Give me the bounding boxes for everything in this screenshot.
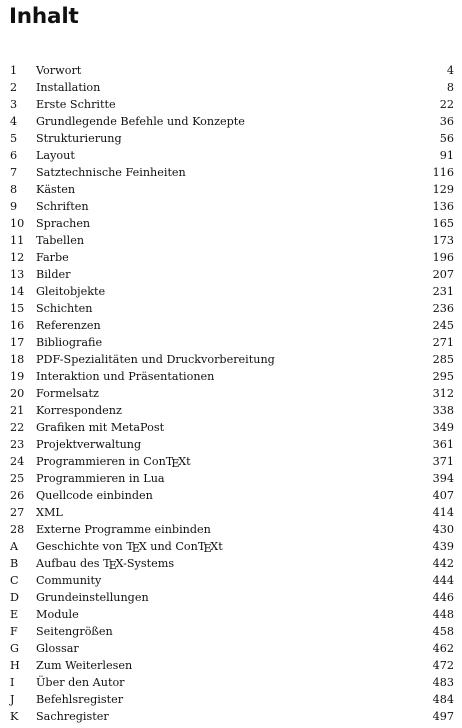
page-number: 36 bbox=[439, 115, 454, 128]
page-number: 497 bbox=[432, 710, 454, 723]
page-number: 271 bbox=[432, 336, 454, 349]
chapter-title: Tabellen bbox=[36, 234, 85, 247]
chapter-title: Projektverwaltung bbox=[36, 438, 142, 451]
toc-entry[interactable] bbox=[0, 62, 462, 79]
page-number: 295 bbox=[432, 370, 454, 383]
chapter-title: Bibliografie bbox=[36, 336, 103, 349]
toc-entry[interactable] bbox=[0, 487, 462, 504]
chapter-title: Interaktion und Präsentationen bbox=[36, 370, 215, 383]
chapter-title: Sachregister bbox=[36, 710, 109, 723]
toc-entry[interactable] bbox=[0, 198, 462, 215]
chapter-title: Programmieren in ConTEXt bbox=[36, 455, 191, 471]
page-number: 338 bbox=[432, 404, 454, 417]
chapter-number: 17 bbox=[10, 336, 25, 349]
chapter-title: XML bbox=[36, 506, 63, 519]
chapter-number: B bbox=[10, 557, 19, 570]
chapter-number: 22 bbox=[10, 421, 25, 434]
toc-entry[interactable] bbox=[0, 300, 462, 317]
page-number: 207 bbox=[432, 268, 454, 281]
page-number: 458 bbox=[432, 625, 454, 638]
page-number: 236 bbox=[432, 302, 454, 315]
page-number: 245 bbox=[432, 319, 454, 332]
chapter-title: Sprachen bbox=[36, 217, 91, 230]
page-number: 462 bbox=[432, 642, 454, 655]
page-number: 285 bbox=[432, 353, 454, 366]
chapter-title: Bilder bbox=[36, 268, 71, 281]
toc-entry[interactable] bbox=[0, 113, 462, 130]
chapter-number: K bbox=[10, 710, 19, 723]
page-number: 4 bbox=[446, 64, 454, 77]
toc-entry[interactable] bbox=[0, 266, 462, 283]
chapter-number: 5 bbox=[10, 132, 18, 145]
chapter-number: 15 bbox=[10, 302, 25, 315]
toc-entry[interactable] bbox=[0, 453, 462, 470]
chapter-number: 11 bbox=[10, 234, 25, 247]
chapter-number: 8 bbox=[10, 183, 18, 196]
chapter-number: 28 bbox=[10, 523, 25, 536]
toc-entry[interactable] bbox=[0, 708, 462, 725]
chapter-title: Über den Autor bbox=[36, 676, 125, 689]
toc-entry[interactable] bbox=[0, 691, 462, 708]
chapter-number: 6 bbox=[10, 149, 18, 162]
toc-entry[interactable] bbox=[0, 674, 462, 691]
chapter-title: Glossar bbox=[36, 642, 79, 655]
page-number: 448 bbox=[432, 608, 454, 621]
chapter-title: Geschichte von TEX und ConTEXt bbox=[36, 540, 223, 556]
page-number: 312 bbox=[432, 387, 454, 400]
chapter-title: Seitengrößen bbox=[36, 625, 113, 638]
toc-entry[interactable] bbox=[0, 657, 462, 674]
page-number: 231 bbox=[432, 285, 454, 298]
page-number: 472 bbox=[432, 659, 454, 672]
toc-entry[interactable] bbox=[0, 385, 462, 402]
chapter-number: 4 bbox=[10, 115, 18, 128]
toc-entry[interactable] bbox=[0, 606, 462, 623]
chapter-title: Gleitobjekte bbox=[36, 285, 106, 298]
chapter-number: 14 bbox=[10, 285, 25, 298]
chapter-number: 21 bbox=[10, 404, 25, 417]
chapter-title: Formelsatz bbox=[36, 387, 99, 400]
toc-entry[interactable] bbox=[0, 317, 462, 334]
chapter-number: E bbox=[10, 608, 19, 621]
chapter-title: Erste Schritte bbox=[36, 98, 116, 111]
toc-entry[interactable] bbox=[0, 436, 462, 453]
chapter-number: 2 bbox=[10, 81, 18, 94]
toc-entry[interactable] bbox=[0, 419, 462, 436]
chapter-title: Programmieren in Lua bbox=[36, 472, 165, 485]
chapter-number: C bbox=[10, 574, 19, 587]
chapter-number: I bbox=[10, 676, 15, 689]
chapter-number: 3 bbox=[10, 98, 18, 111]
toc-entry[interactable] bbox=[0, 623, 462, 640]
page-number: 439 bbox=[432, 540, 454, 553]
chapter-title: Befehlsregister bbox=[36, 693, 124, 706]
chapter-number: H bbox=[10, 659, 20, 672]
chapter-title: Vorwort bbox=[36, 64, 82, 77]
toc-entry[interactable] bbox=[0, 215, 462, 232]
toc-entry[interactable] bbox=[0, 334, 462, 351]
toc-entry[interactable] bbox=[0, 130, 462, 147]
chapter-title: PDF-Spezialitäten und Druckvorbereitung bbox=[36, 353, 275, 366]
page-number: 196 bbox=[432, 251, 454, 264]
page-number: 483 bbox=[432, 676, 454, 689]
chapter-number: 9 bbox=[10, 200, 18, 213]
chapter-title: Korrespondenz bbox=[36, 404, 122, 417]
chapter-number: 7 bbox=[10, 166, 18, 179]
chapter-number: 24 bbox=[10, 455, 25, 468]
chapter-number: F bbox=[10, 625, 18, 638]
chapter-title: Grundlegende Befehle und Konzepte bbox=[36, 115, 245, 128]
chapter-number: 19 bbox=[10, 370, 25, 383]
chapter-number: 18 bbox=[10, 353, 25, 366]
page-number: 361 bbox=[432, 438, 454, 451]
page-number: 56 bbox=[439, 132, 454, 145]
chapter-title: Grafiken mit MetaPost bbox=[36, 421, 165, 434]
chapter-number: 10 bbox=[10, 217, 25, 230]
chapter-title: Aufbau des TEX-Systems bbox=[36, 557, 175, 573]
chapter-number: D bbox=[10, 591, 19, 604]
toc-entry[interactable] bbox=[0, 589, 462, 606]
chapter-number: J bbox=[10, 693, 15, 706]
table-of-contents bbox=[0, 62, 462, 725]
chapter-number: 20 bbox=[10, 387, 25, 400]
toc-entry[interactable] bbox=[0, 79, 462, 96]
toc-entry[interactable] bbox=[0, 640, 462, 657]
chapter-number: G bbox=[10, 642, 19, 655]
chapter-title: Grundeinstellungen bbox=[36, 591, 149, 604]
page-number: 407 bbox=[432, 489, 454, 502]
chapter-title: Schriften bbox=[36, 200, 89, 213]
page-number: 22 bbox=[439, 98, 454, 111]
page-number: 116 bbox=[432, 166, 454, 179]
page-number: 430 bbox=[432, 523, 454, 536]
toc-entry[interactable] bbox=[0, 96, 462, 113]
chapter-number: 26 bbox=[10, 489, 25, 502]
toc-entry[interactable] bbox=[0, 402, 462, 419]
toc-entry[interactable] bbox=[0, 351, 462, 368]
toc-entry[interactable] bbox=[0, 368, 462, 385]
page-title: Inhalt bbox=[9, 4, 79, 29]
chapter-title: Quellcode einbinden bbox=[36, 489, 153, 502]
toc-entry[interactable] bbox=[0, 555, 462, 572]
toc-entry[interactable] bbox=[0, 147, 462, 164]
chapter-title: Kästen bbox=[36, 183, 76, 196]
chapter-title: Farbe bbox=[36, 251, 69, 264]
chapter-title: Installation bbox=[36, 81, 101, 94]
page-number: 446 bbox=[432, 591, 454, 604]
chapter-number: 13 bbox=[10, 268, 25, 281]
toc-entry[interactable] bbox=[0, 249, 462, 266]
page-number: 349 bbox=[432, 421, 454, 434]
page-number: 394 bbox=[432, 472, 454, 485]
toc-entry[interactable] bbox=[0, 504, 462, 521]
toc-entry[interactable] bbox=[0, 283, 462, 300]
page-number: 173 bbox=[432, 234, 454, 247]
toc-entry[interactable] bbox=[0, 164, 462, 181]
page-number: 371 bbox=[432, 455, 454, 468]
chapter-title: Layout bbox=[36, 149, 75, 162]
toc-entry[interactable] bbox=[0, 232, 462, 249]
page-number: 8 bbox=[446, 81, 454, 94]
chapter-number: 12 bbox=[10, 251, 25, 264]
chapter-title: Zum Weiterlesen bbox=[36, 659, 133, 672]
toc-entry[interactable] bbox=[0, 538, 462, 555]
chapter-title: Externe Programme einbinden bbox=[36, 523, 211, 536]
toc-entry[interactable] bbox=[0, 572, 462, 589]
page-number: 129 bbox=[432, 183, 454, 196]
chapter-number: A bbox=[10, 540, 19, 553]
page-number: 484 bbox=[432, 693, 454, 706]
toc-entry[interactable] bbox=[0, 181, 462, 198]
page-number: 91 bbox=[439, 149, 454, 162]
chapter-number: 16 bbox=[10, 319, 25, 332]
chapter-number: 25 bbox=[10, 472, 25, 485]
chapter-title: Community bbox=[36, 574, 102, 587]
page-number: 444 bbox=[432, 574, 454, 587]
page-number: 442 bbox=[432, 557, 454, 570]
chapter-title: Satztechnische Feinheiten bbox=[36, 166, 186, 179]
toc-entry[interactable] bbox=[0, 521, 462, 538]
page-number: 165 bbox=[432, 217, 454, 230]
toc-entry[interactable] bbox=[0, 470, 462, 487]
page-number: 414 bbox=[432, 506, 454, 519]
chapter-title: Schichten bbox=[36, 302, 93, 315]
chapter-number: 23 bbox=[10, 438, 25, 451]
chapter-number: 1 bbox=[10, 64, 18, 77]
page-number: 136 bbox=[432, 200, 454, 213]
chapter-title: Referenzen bbox=[36, 319, 101, 332]
chapter-title: Module bbox=[36, 608, 79, 621]
chapter-title: Strukturierung bbox=[36, 132, 122, 145]
chapter-number: 27 bbox=[10, 506, 25, 519]
